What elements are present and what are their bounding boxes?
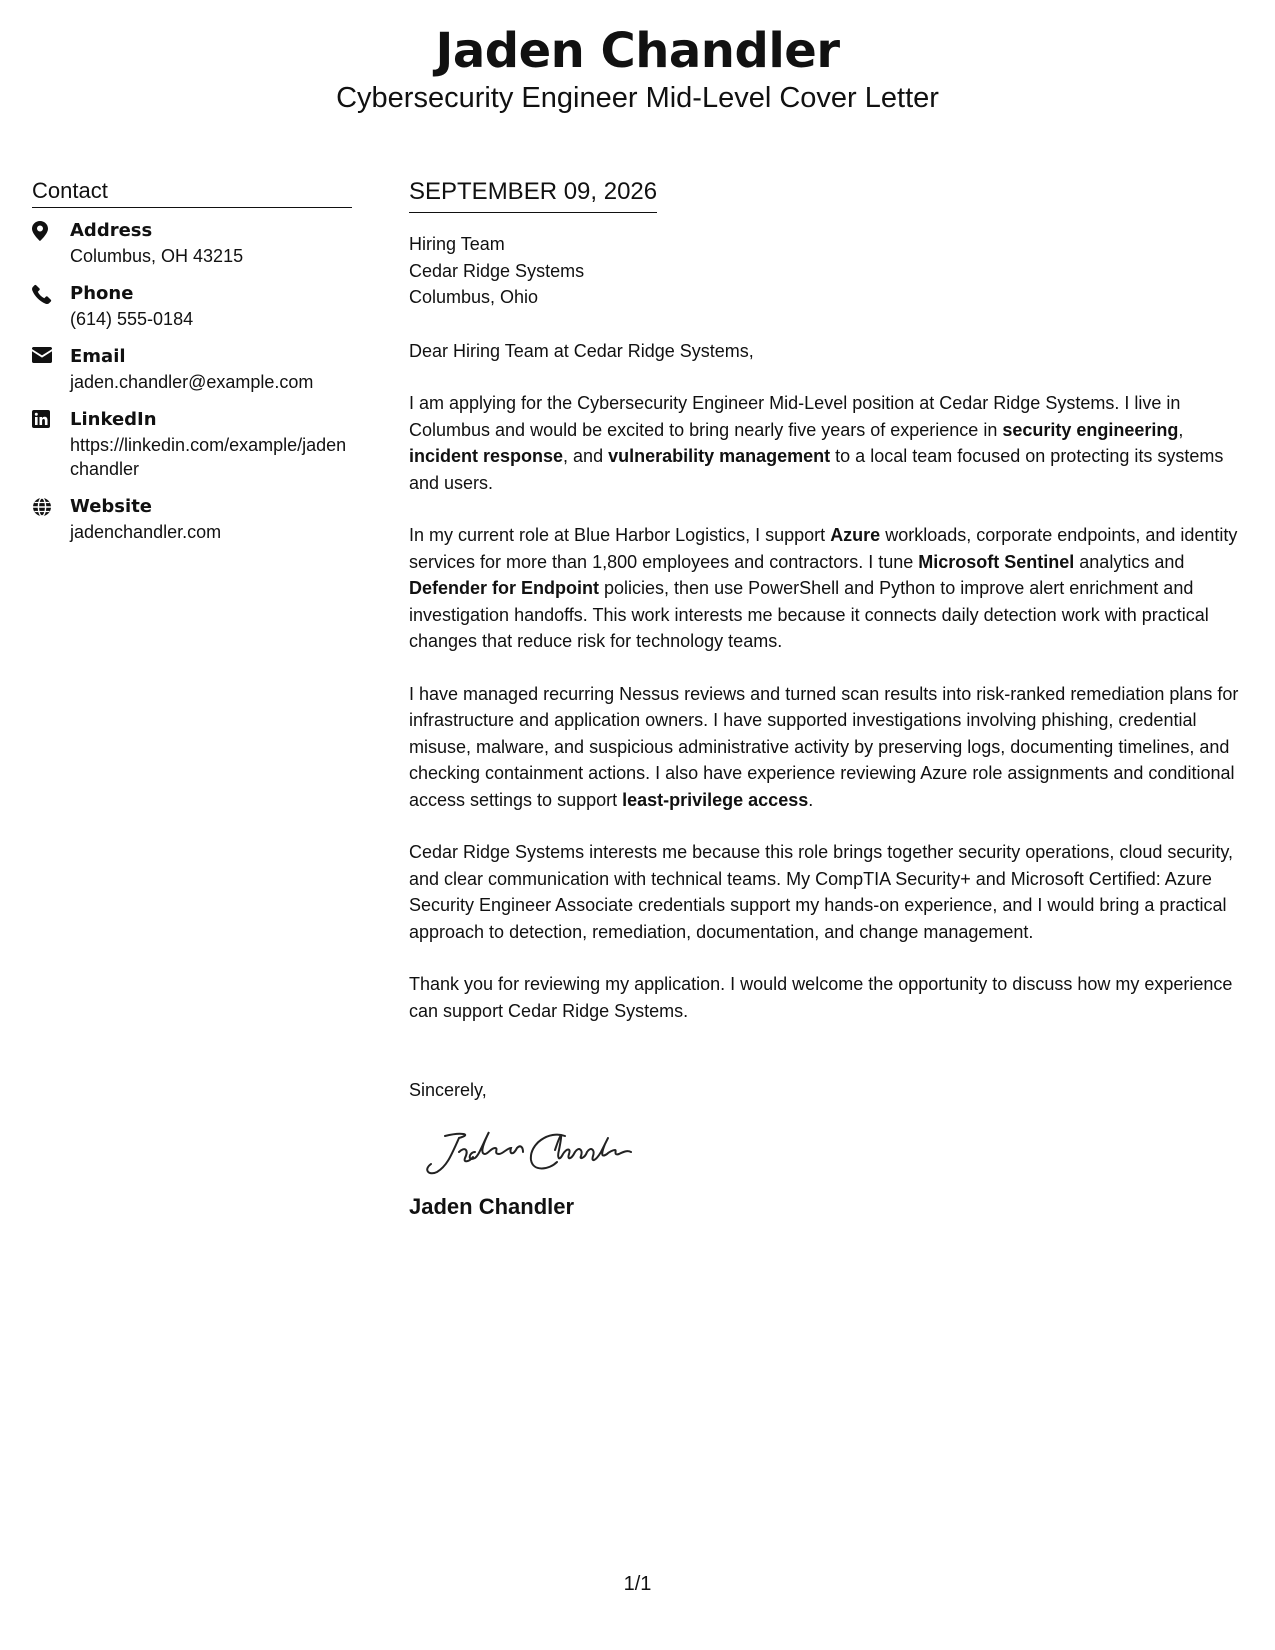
paragraph-4: Cedar Ridge Systems interests me because this role brings together security operations, cloud security, and clear communication with technical teams. My CompTIA Security+ and Microsoft Certified: Azure Security Engineer Associate credentials support my hands-on experience, and I would bring a practical approach to detection, remediation, documentation, and change management. xyxy=(409,842,1234,942)
globe-icon xyxy=(32,494,70,517)
contact-label-linkedin: LinkedIn xyxy=(70,409,157,430)
contact-sidebar xyxy=(32,176,352,557)
contact-value-website[interactable]: jadenchandler.com xyxy=(70,522,222,542)
contact-value-email[interactable]: jaden.chandler@example.com xyxy=(70,372,314,392)
phone-icon xyxy=(32,281,70,304)
contact-value-phone: (614) 555-0184 xyxy=(70,309,194,329)
handwritten-signature xyxy=(415,1122,1251,1186)
contact-label-phone: Phone xyxy=(70,283,134,304)
map-pin-icon xyxy=(32,218,70,241)
applicant-name: Jaden Chandler xyxy=(435,23,840,79)
contact-address xyxy=(32,218,352,268)
contact-label-email: Email xyxy=(70,346,126,367)
salutation: Dear Hiring Team at Cedar Ridge Systems, xyxy=(409,340,754,361)
recipient-line: Hiring Team xyxy=(409,234,505,254)
contact-value-linkedin[interactable]: https://linkedin.com/example/jadenchandler xyxy=(70,435,347,479)
closing: Sincerely, xyxy=(409,1080,487,1100)
recipient-block xyxy=(409,231,1251,311)
paragraph-1: I am applying for the Cybersecurity Engineer Mid-Level position at Cedar Ridge Systems. I live in Columbus and would be excited to bring nearly five years of experience in security engineering, incident response, and vulnerability management to a local team focused on protecting its systems and users. xyxy=(409,393,1224,493)
paragraph-3: I have managed recurring Nessus reviews and turned scan results into risk-ranked remediation plans for infrastructure and application owners. I have supported investigations involving phishing, credential misuse, malware, and suspicious administrative activity by preserving logs, documenting timelines, and checking containment actions. I also have experience reviewing Azure role assignments and conditional access settings to support least-privilege access. xyxy=(409,683,1239,810)
letter-date: SEPTEMBER 09, 2026 xyxy=(409,176,657,213)
paragraph-5: Thank you for reviewing my application. I would welcome the opportunity to discuss how my experience can support Cedar Ridge Systems. xyxy=(409,974,1233,1021)
contact-label-address: Address xyxy=(70,220,153,241)
page-number: 1/1 xyxy=(623,1573,652,1595)
letter-header xyxy=(0,22,1275,116)
contact-label-website: Website xyxy=(70,496,153,517)
contact-email xyxy=(32,344,352,394)
contact-heading: Contact xyxy=(32,176,352,208)
contact-value-address: Columbus, OH 43215 xyxy=(70,246,244,266)
recipient-line: Cedar Ridge Systems xyxy=(409,260,585,281)
contact-linkedin xyxy=(32,407,352,481)
envelope-icon xyxy=(32,344,70,363)
contact-phone xyxy=(32,281,352,331)
letter-subtitle: Cybersecurity Engineer Mid-Level Cover Letter xyxy=(336,82,939,114)
recipient-line: Columbus, Ohio xyxy=(409,287,539,307)
paragraph-2: In my current role at Blue Harbor Logistics, I support Azure workloads, corporate endpoints, and identity services for more than 1,800 employees and contractors. I tune Microsoft Sentinel analytics and Defender for Endpoint policies, then use PowerShell and Python to improve alert enrichment and investigation handoffs. This work interests me because it connects daily detection work with practical changes that reduce risk for technology teams. xyxy=(409,525,1238,651)
signer-name: Jaden Chandler xyxy=(409,1193,575,1219)
letter-body xyxy=(409,176,1251,1222)
linkedin-icon xyxy=(32,407,70,428)
contact-website xyxy=(32,494,352,544)
